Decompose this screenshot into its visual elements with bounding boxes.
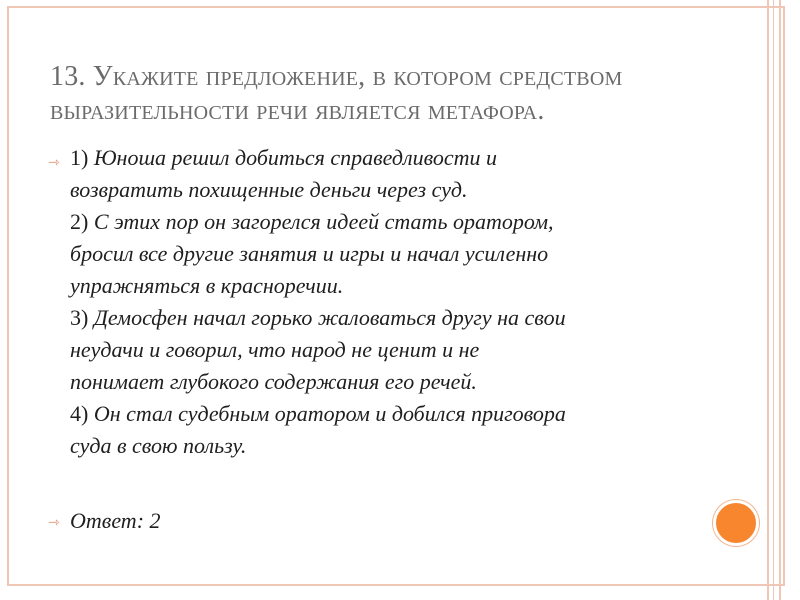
option-text: упражняться в красноречии. [70,273,344,298]
option-line [70,238,710,270]
option-text: неудачи и говорил, что народ не ценит и не [70,337,480,362]
option-line [70,366,710,398]
bullet-icon: ⇾ [48,516,60,531]
answer-text: Ответ: 2 [70,508,161,533]
title-line: 13. Укажите предложение, в котором средством [50,61,623,92]
option-line [70,270,710,302]
option-number: 4) [70,401,94,426]
option-text: Демосфен начал горько жаловаться другу на свои [93,305,566,330]
option-text: понимает глубокого содержания его речей. [70,369,477,394]
option-text: возвратить похищенные деньги через суд. [70,177,468,202]
option-line [70,206,710,238]
option-text: Он стал судебным оратором и добился приговора [93,401,566,426]
option-line [70,398,710,430]
option-text: бросил все другие занятия и игры и начал усиленно [70,241,549,266]
option-line [70,302,710,334]
option-line [70,174,710,206]
option-number: 2) [70,209,94,234]
option-text: С этих пор он загорелся идеей стать оратором, [93,209,554,234]
option-text: суда в свою пользу. [70,433,247,458]
option-line [70,142,710,174]
question-options [70,142,710,462]
decor-vertical-line [767,0,769,600]
slide-title [50,60,730,128]
orange-circle-icon [713,500,759,546]
bullet-icon: ⇾ [48,156,60,171]
decor-vertical-line [773,0,774,600]
option-number: 1) [70,145,94,170]
option-text: Юноша решил добиться справедливости и [93,145,497,170]
option-line [70,430,710,462]
option-line [70,334,710,366]
decor-vertical-line [779,0,781,600]
title-line: выразительности речи является метафора. [50,95,545,126]
option-number: 3) [70,305,94,330]
